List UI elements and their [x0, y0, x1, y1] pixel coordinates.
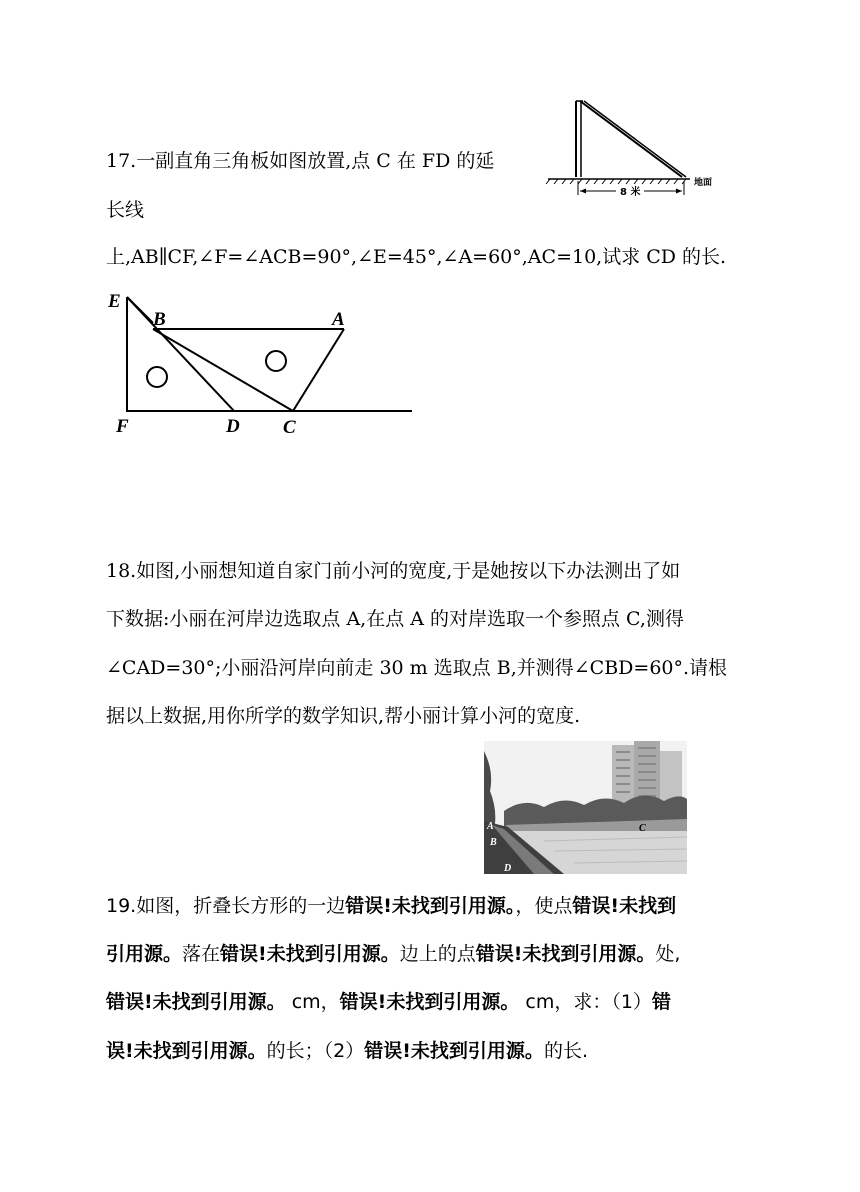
- ref-error: 错误!未找到引用源。: [220, 943, 400, 965]
- label-B: B: [153, 309, 166, 330]
- q19-text: 落在: [182, 943, 221, 965]
- q19-text: cm，求：（1）: [519, 991, 652, 1013]
- label-F: F: [116, 416, 129, 437]
- set-square-figure: [100, 285, 420, 440]
- photo-label-D: D: [504, 863, 512, 874]
- label-C: C: [283, 417, 296, 438]
- ground-label: 地面: [694, 178, 713, 188]
- ref-error: 错误!未找到引用源。: [364, 1040, 544, 1062]
- q17-line3: 上,AB∥CF,∠F=∠ACB=90°,∠E=45°,∠A=60°,AC=10,试求 CD 的长.: [106, 246, 727, 268]
- ref-error: 错误!未找到: [572, 895, 677, 917]
- ref-error: 误!未找到引用源。: [106, 1040, 267, 1062]
- pole-figure: [540, 95, 730, 200]
- label-E: E: [108, 291, 121, 312]
- q19-text: cm，: [285, 991, 340, 1013]
- q17-line1: 17.一副直角三角板如图放置,点 C 在 FD 的延: [106, 150, 495, 172]
- photo-label-A: A: [487, 821, 494, 832]
- q18-line2: 下数据:小丽在河岸边选取点 A,在点 A 的对岸选取一个参照点 C,测得: [106, 608, 684, 630]
- label-A: A: [332, 309, 345, 330]
- ref-error: 错: [651, 991, 671, 1013]
- ref-error: 错误!未找到引用源。: [106, 991, 286, 1013]
- river-photo: [484, 741, 687, 874]
- q19-text: 19.如图，折叠长方形的一边: [106, 895, 346, 917]
- q19-text: 边上的点: [399, 943, 476, 965]
- photo-label-C: C: [639, 823, 646, 834]
- q18-line1: 18.如图,小丽想知道自家门前小河的宽度,于是她按以下办法测出了如: [106, 560, 681, 582]
- ref-error: 引用源。: [106, 943, 183, 965]
- q17-line2: 长线: [106, 199, 145, 221]
- q19-text: ，使点: [515, 895, 573, 917]
- label-D: D: [226, 416, 240, 437]
- photo-label-B: B: [490, 837, 497, 848]
- q19-line1: [106, 893, 676, 919]
- ref-error: 错误!未找到引用源。: [475, 943, 656, 965]
- q19-line4: [106, 1038, 588, 1064]
- q19-text: 处,: [655, 943, 681, 965]
- q19-line3: [106, 989, 671, 1015]
- distance-label: 8 米: [620, 187, 641, 198]
- q18-line4: 据以上数据,用你所学的数学知识,帮小丽计算小河的宽度.: [106, 705, 581, 727]
- q19-text: 的长；（2）: [266, 1040, 365, 1062]
- ref-error: 错误!未找到引用源。: [339, 991, 520, 1013]
- q18-line3: ∠CAD=30°;小丽沿河岸向前走 30 m 选取点 B,并测得∠CBD=60°.请根: [106, 657, 728, 679]
- q19-text: 的长.: [543, 1040, 588, 1062]
- q19-line2: [106, 941, 680, 967]
- ref-error: 错误!未找到引用源。: [345, 895, 516, 917]
